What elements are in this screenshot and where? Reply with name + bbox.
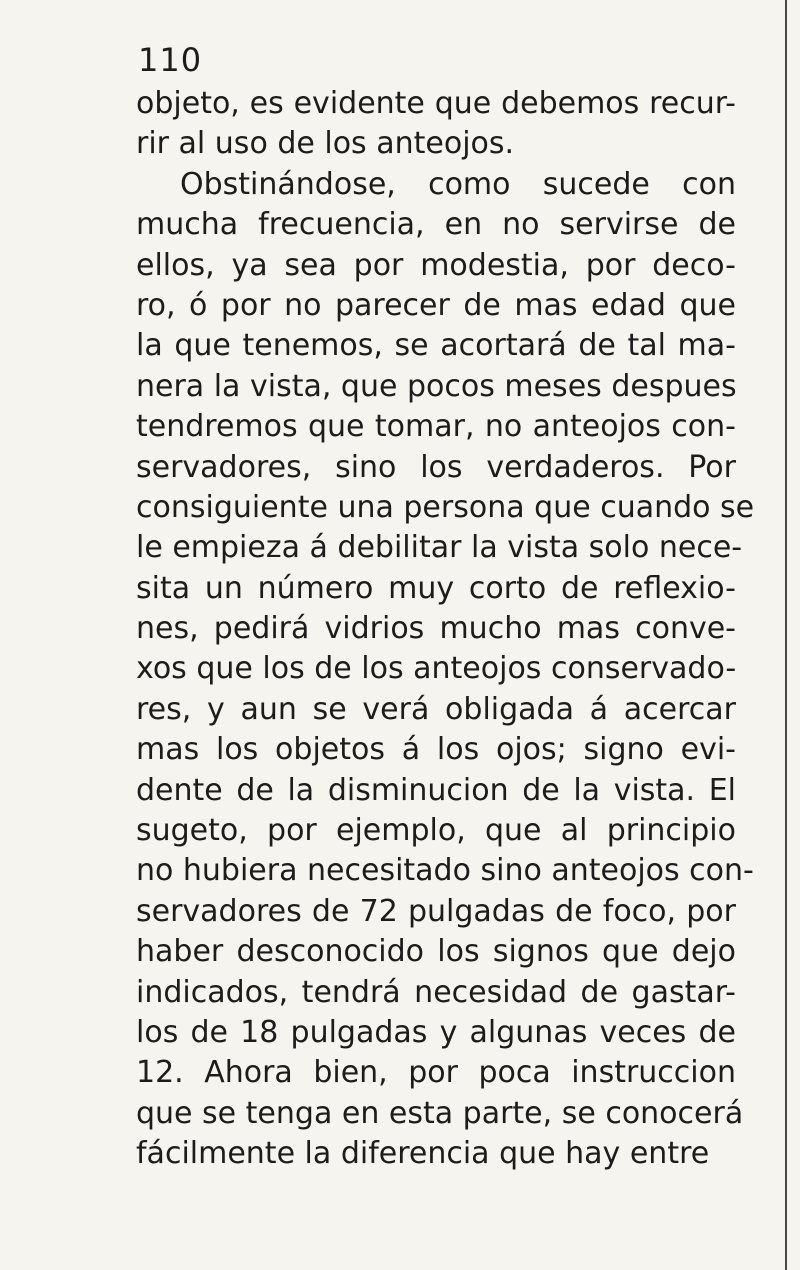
text-line: 12. Ahora bien, por poca instruccion xyxy=(136,1055,736,1091)
text-line: nes, pedirá vidrios mucho mas conve- xyxy=(136,611,736,647)
text-line: servadores, sino los verdaderos. Por xyxy=(136,449,736,485)
text-line: mas los objetos á los ojos; signo evi- xyxy=(136,732,736,768)
text-line: xos que los de los anteojos conservado- xyxy=(136,651,737,687)
text-line: nera la vista, que pocos meses despues xyxy=(136,368,737,404)
body-text xyxy=(136,84,755,1175)
text-line: ellos, ya sea por modestia, por deco- xyxy=(136,247,736,283)
text-line: los de 18 pulgadas y algunas veces de xyxy=(136,1014,736,1050)
text-line: res, y aun se verá obligada á acercar xyxy=(136,691,736,727)
text-line: la que tenemos, se acortará de tal ma- xyxy=(136,328,736,364)
text-line: rir al uso de los anteojos. xyxy=(136,126,515,162)
page-number: 110 xyxy=(138,41,203,79)
text-line: tendremos que tomar, no anteojos con- xyxy=(136,409,736,445)
text-line: no hubiera necesitado sino anteojos con- xyxy=(136,853,754,889)
text-line: consiguiente una persona que cuando se xyxy=(136,489,755,525)
text-line: Obstinándose, como sucede con xyxy=(180,166,736,202)
text-line: le empieza á debilitar la vista solo nece- xyxy=(136,530,743,566)
page-edge-line xyxy=(785,0,787,1270)
text-line: sugeto, por ejemplo, que al principio xyxy=(136,813,736,849)
text-line: haber desconocido los signos que dejo xyxy=(136,934,736,970)
text-line: fácilmente la diferencia que hay entre xyxy=(136,1136,710,1172)
text-line: sita un número muy corto de reflexio- xyxy=(136,570,736,606)
text-line: dente de la disminucion de la vista. El xyxy=(136,772,736,808)
text-line: mucha frecuencia, en no servirse de xyxy=(136,207,736,243)
text-line: que se tenga en esta parte, se conocerá xyxy=(136,1095,744,1131)
text-line: ro, ó por no parecer de mas edad que xyxy=(136,287,736,323)
text-line: servadores de 72 pulgadas de foco, por xyxy=(136,893,736,929)
text-line: objeto, es evidente que debemos recur- xyxy=(136,86,736,121)
text-line: indicados, tendrá necesidad de gastar- xyxy=(136,974,736,1010)
